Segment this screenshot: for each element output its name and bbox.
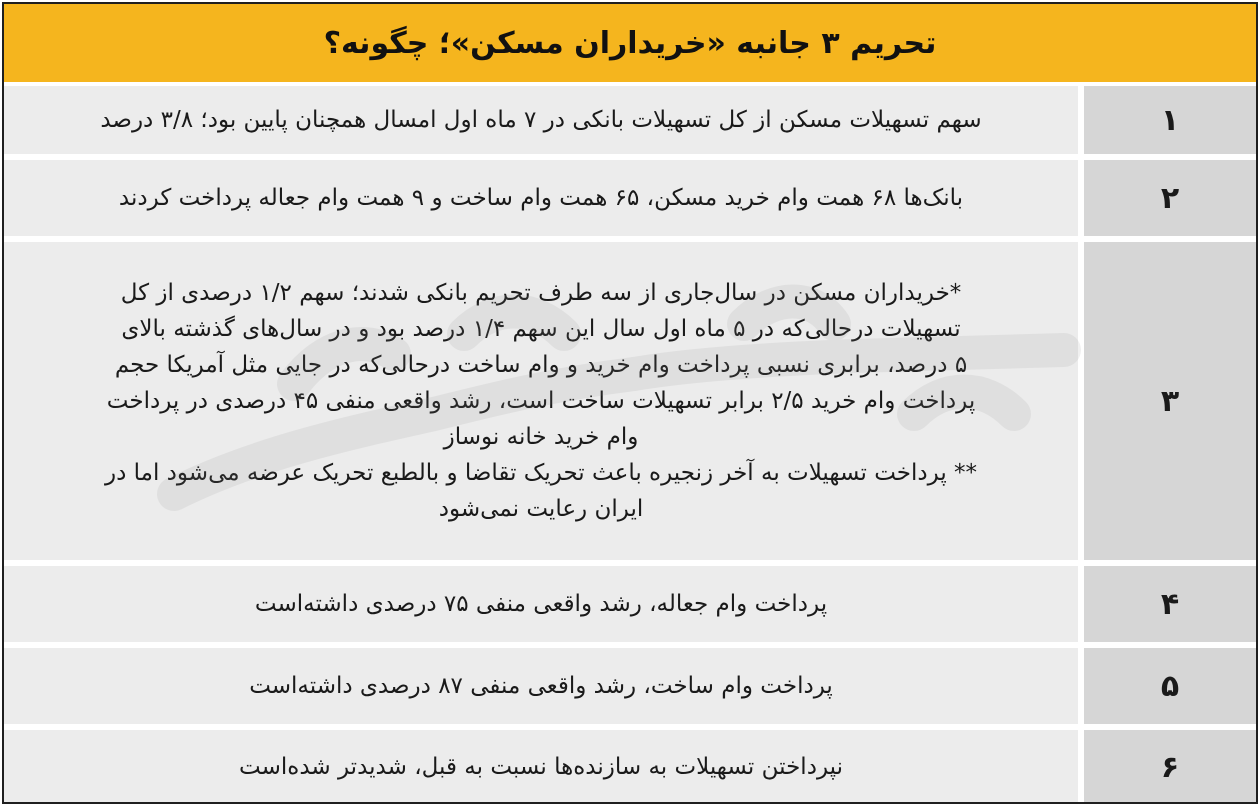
row-number: ۶	[1078, 730, 1256, 804]
row-text: پرداخت وام ساخت، رشد واقعی منفی ۸۷ درصدی داشته‌است	[249, 673, 833, 699]
row-text-cell	[4, 648, 1078, 724]
row-text: نپرداختن تسهیلات به سازنده‌ها نسبت به قبل، شدیدتر شده‌است	[239, 754, 843, 780]
row-text-cell	[4, 160, 1078, 236]
row-text-cell	[4, 242, 1078, 560]
row-text-cell	[4, 86, 1078, 154]
row-text: *خریداران مسکن در سال‌جاری از سه طرف تحریم بانکی شدند؛ سهم ۱/۲ درصدی از کل تسهیلات درحالی‌که در ۵ ماه اول سال این سهم ۱/۴ درصد بود و در سال‌های گذشته بالای ۵ درصد، برابری نسبی پرداخت وام خرید و وام ساخت درحالی‌که در جایی مثل آمریکا حجم پرداخت وام خرید ۲/۵ برابر تسهیلات ساخت است، رشد واقعی منفی ۴۵ درصدی در پرداخت وام خرید خانه نوساز ** پرداخت تسهیلات به آخر زنجیره باعث تحریک تقاضا و بالطبع تحریک عرضه می‌شود اما در ایران رعایت نمی‌شود	[104, 280, 978, 522]
table-row	[4, 730, 1256, 804]
row-text: پرداخت وام جعاله، رشد واقعی منفی ۷۵ درصدی داشته‌است	[254, 591, 828, 617]
table-row	[4, 160, 1256, 242]
table-title: تحریم ۳ جانبه «خریداران مسکن»؛ چگونه؟	[323, 25, 937, 61]
table-row	[4, 86, 1256, 160]
row-number: ۴	[1078, 566, 1256, 642]
row-text: بانک‌ها ۶۸ همت وام خرید مسکن، ۶۵ همت وام ساخت و ۹ همت وام جعاله پرداخت کردند	[118, 185, 964, 211]
row-number: ۲	[1078, 160, 1256, 236]
row-number: ۵	[1078, 648, 1256, 724]
row-text-cell	[4, 566, 1078, 642]
row-text: سهم تسهیلات مسکن از کل تسهیلات بانکی در ۷ ماه اول امسال همچنان پایین بود؛ ۳/۸ درصد	[100, 107, 982, 133]
table-row	[4, 566, 1256, 648]
table-row	[4, 242, 1256, 566]
row-number: ۳	[1078, 242, 1256, 560]
table-frame	[2, 2, 1258, 804]
table-header	[4, 4, 1256, 86]
table-row	[4, 648, 1256, 730]
row-number: ۱	[1078, 86, 1256, 154]
row-text-cell	[4, 730, 1078, 804]
